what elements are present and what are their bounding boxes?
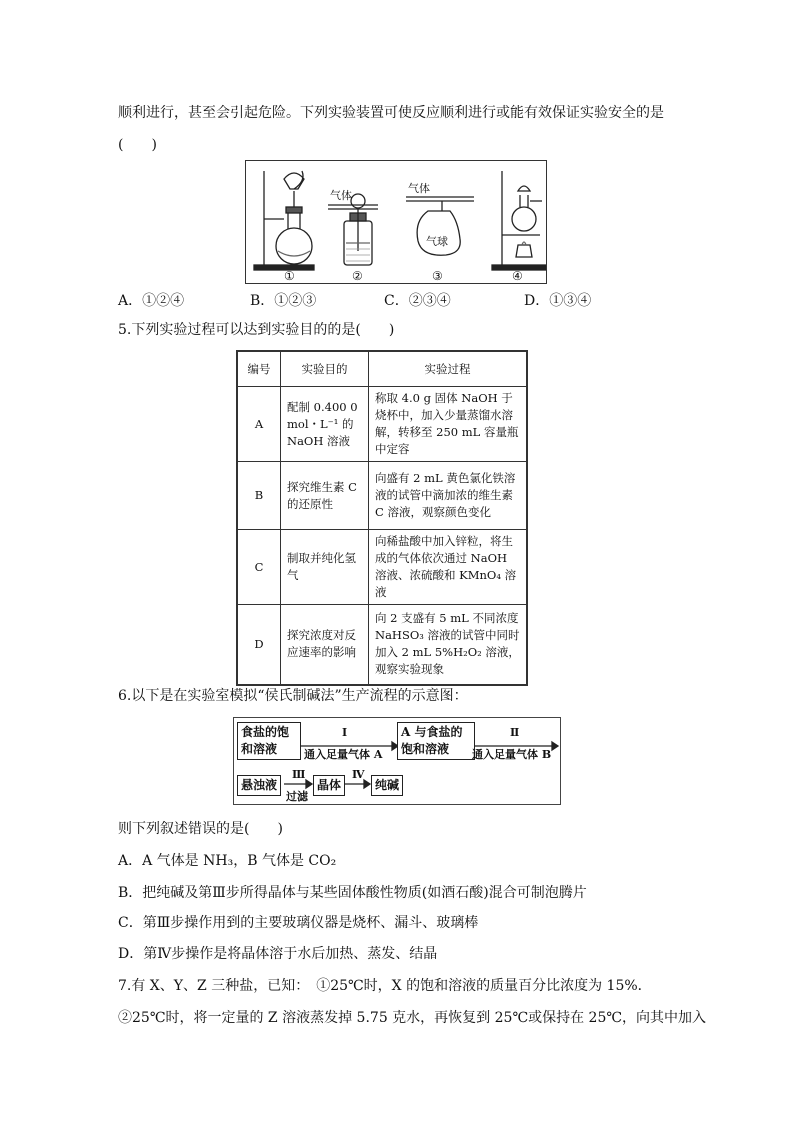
table-header: 实验目的 — [281, 351, 369, 387]
q6-option-c: C．第Ⅲ步操作用到的主要玻璃仪器是烧杯、漏斗、玻璃棒 — [118, 915, 479, 931]
balloon-label: 气球 — [426, 235, 448, 248]
flow-step-3: Ⅲ — [292, 768, 306, 781]
flow-step-4: Ⅳ — [352, 768, 365, 781]
table-cell-process: 向 2 支盛有 5 mL 不同浓度 NaHSO₃ 溶液的试管中同时加入 2 mL 5%H₂O₂ 溶液，观察实验现象 — [369, 605, 528, 685]
gas-label-2: 气体 — [330, 189, 352, 202]
apparatus-figure — [245, 160, 547, 284]
experiment-table — [236, 350, 528, 686]
apparatus-label-1: ① — [284, 269, 295, 283]
flow-box-1: 食盐的饱和溶液 — [237, 722, 301, 760]
table-cell-goal: 探究维生素 C 的还原性 — [281, 462, 369, 530]
table-header: 编号 — [237, 351, 281, 387]
q5-stem: 5.下列实验过程可以达到实验目的的是( ) — [118, 322, 395, 338]
q6-ask: 则下列叙述错误的是( ) — [118, 821, 283, 837]
apparatus-drawing — [246, 161, 546, 283]
table-cell-id: C — [237, 530, 281, 605]
flow-diagram — [233, 717, 561, 805]
apparatus-label-4: ④ — [512, 269, 523, 283]
q4-option-a: A．①②④ — [118, 293, 185, 309]
q6-stem: 6.以下是在实验室模拟“侯氏制碱法”生产流程的示意图： — [118, 688, 468, 704]
flow-box-4: 晶体 — [313, 775, 345, 796]
table-row — [237, 462, 527, 530]
q6-option-b: B．把纯碱及第Ⅲ步所得晶体与某些固体酸性物质(如酒石酸)混合可制泡腾片 — [118, 885, 587, 901]
q6-option-d: D．第Ⅳ步操作是将晶体溶于水后加热、蒸发、结晶 — [118, 946, 438, 962]
apparatus-label-3: ③ — [432, 269, 443, 283]
table-cell-id: B — [237, 462, 281, 530]
flow-step-2-text: 通入足量气体 B — [472, 748, 552, 761]
table-row — [237, 387, 527, 462]
q4-option-c: C．②③④ — [384, 293, 451, 309]
table-cell-process: 向稀盐酸中加入锌粒，将生成的气体依次通过 NaOH 溶液、浓硫酸和 KMnO₄ 溶液 — [369, 530, 528, 605]
q4-option-d: D．①③④ — [524, 293, 592, 309]
flow-step-2: Ⅱ — [510, 726, 520, 739]
flow-step-3-text: 过滤 — [286, 790, 308, 803]
q4-paren: ( ) — [118, 137, 157, 153]
table-cell-process: 向盛有 2 mL 黄色氯化铁溶液的试管中滴加浓的维生素 C 溶液，观察颜色变化 — [369, 462, 528, 530]
flow-step-1-text: 通入足量气体 A — [304, 748, 383, 761]
table-cell-id: D — [237, 605, 281, 685]
flow-box-3: 悬浊液 — [237, 775, 281, 796]
q6-option-a: A．A 气体是 NH₃，B 气体是 CO₂ — [118, 853, 337, 869]
table-row — [237, 605, 527, 685]
table-cell-id: A — [237, 387, 281, 462]
table-cell-process: 称取 4.0 g 固体 NaOH 于烧杯中，加入少量蒸馏水溶解，转移至 250 mL 容量瓶中定容 — [369, 387, 528, 462]
flow-box-5: 纯碱 — [371, 775, 403, 796]
table-cell-goal: 制取并纯化氢气 — [281, 530, 369, 605]
flow-step-1: Ⅰ — [342, 726, 348, 739]
table-cell-goal: 探究浓度对反应速率的影响 — [281, 605, 369, 685]
q7-line1: 7.有 X、Y、Z 三种盐，已知： ①25℃时，X 的饱和溶液的质量百分比浓度为 15%． — [118, 978, 652, 994]
table-cell-goal: 配制 0.400 0 mol・L⁻¹ 的 NaOH 溶液 — [281, 387, 369, 462]
table-row — [237, 530, 527, 605]
table-header-row — [237, 351, 527, 387]
apparatus-label-2: ② — [352, 269, 363, 283]
table-header: 实验过程 — [369, 351, 528, 387]
flow-box-2: A 与食盐的饱和溶液 — [397, 722, 475, 760]
q4-option-b: B．①②③ — [250, 293, 317, 309]
gas-label-3: 气体 — [408, 182, 430, 195]
q4-line1: 顺利进行，甚至会引起危险。下列实验装置可使反应顺利进行或能有效保证实验安全的是 — [118, 105, 664, 121]
q7-line2: ②25℃时，将一定量的 Z 溶液蒸发掉 5.75 克水，再恢复到 25℃或保持在 25℃，向其中加入 — [118, 1010, 707, 1026]
